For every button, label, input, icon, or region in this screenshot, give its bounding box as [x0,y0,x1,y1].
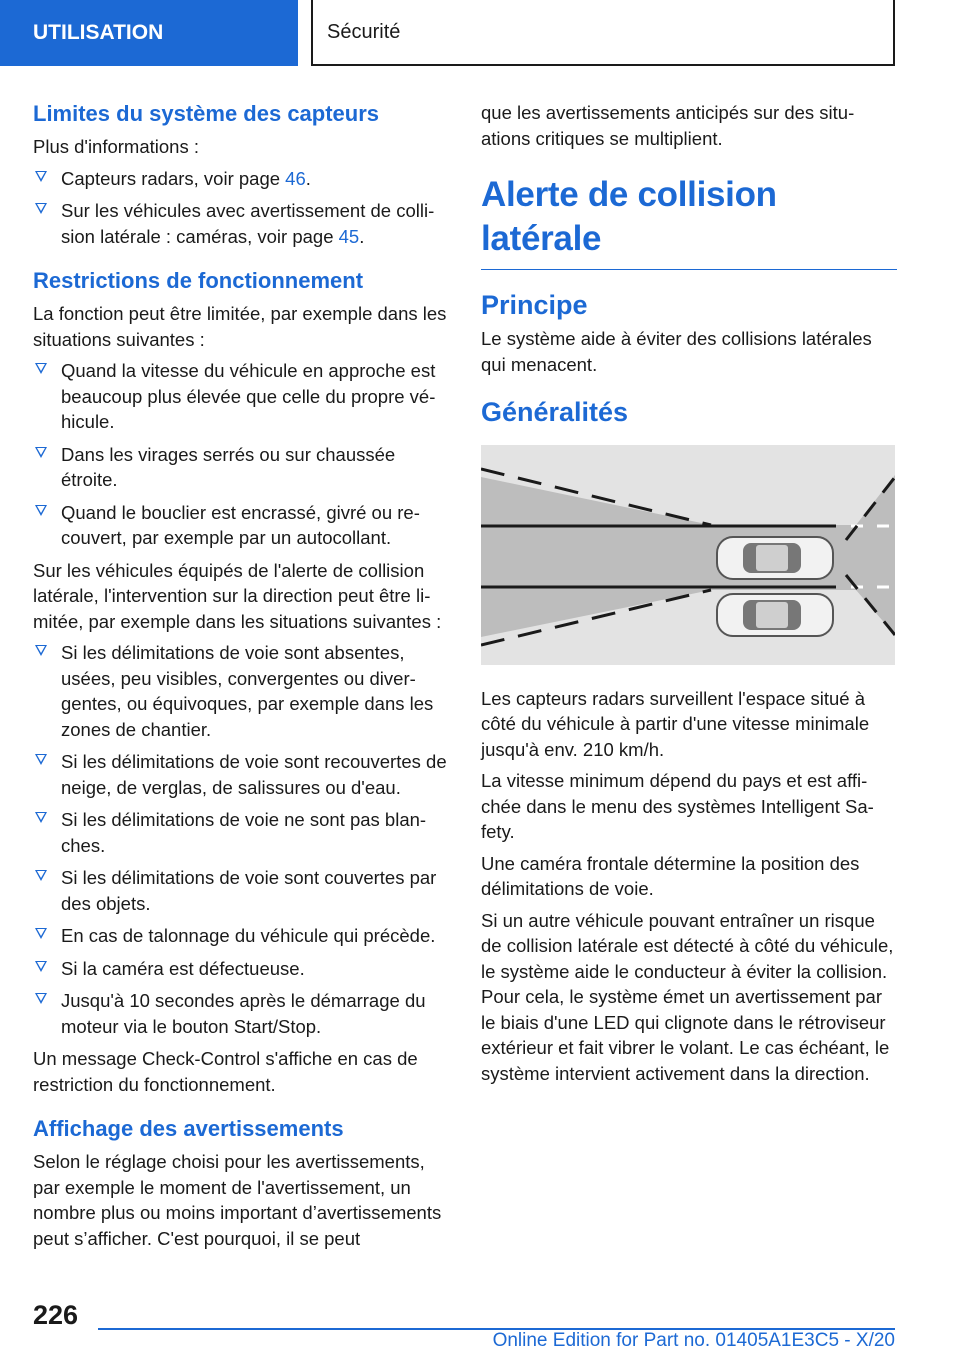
item-text: Si la caméra est défectueuse. [61,957,305,979]
paragraph: que les avertissements anticipés sur des situations critiques se multiplient. [481,102,855,149]
item-text: Si les délimitations de voie sont couvertes par des objets. [61,867,437,914]
item-punct: . [359,225,365,247]
item-text: Sur les véhicules avec avertissement de collision latérale : caméras, voir page [61,200,435,247]
triangle-bullet-icon [35,993,47,1004]
heading-generalites: Généralités [481,397,629,427]
triangle-bullet-icon [35,754,47,765]
list-item [33,865,449,916]
triangle-bullet-icon [35,645,47,656]
heading-limites: Limites du système des capteurs [33,101,380,126]
paragraph: Si un autre véhicule pouvant entraîner un risque de collision latérale est détecté à côté du véhicule, le système aide le conducteur à éviter la collision. Pour cela, le système émet un avertissement par le biais d'une LED qui clignote dans le rétroviseur extérieur et fait vibrer le volant. Le cas échéant, le système intervient activement dans la direction. [481,909,894,1084]
paragraph: Selon le réglage choisi pour les avertissements, par exemple le moment de l'avertissement, un nombre plus ou moins important d’avertissements peut s’afficher. C'est pourquoi, il se peut [33,1151,442,1249]
car-icon [717,537,833,579]
item-text: Si les délimitations de voie ne sont pas blanches. [61,809,427,856]
left-column [33,100,449,1257]
list-item [33,807,449,858]
page-number: 226 [33,1300,79,1330]
triangle-bullet-icon [35,870,47,881]
list-restrictions [33,358,449,551]
paragraph: Plus d'informations : [33,136,199,157]
list-item [33,500,449,551]
heading-principe: Principe [481,290,588,320]
triangle-bullet-icon [35,363,47,374]
page-link[interactable]: 45 [338,225,360,247]
list-limites [33,166,449,250]
page-link[interactable]: 46 [285,167,306,189]
paragraph: Sur les véhicules équipés de l'alerte de collision latérale, l'intervention sur la direction peut être limitée, par exemple dans les situations suivantes : [33,559,442,632]
list-item [33,988,449,1039]
lane-diagram-illustration [481,445,895,665]
list-item [33,442,449,493]
triangle-bullet-icon [35,171,47,182]
paragraph: Les capteurs radars surveillent l'espace situé à côté du véhicule à partir d'une vitesse minimale jusqu'à env. 210 km/h. [481,687,870,760]
paragraph: Une caméra frontale détermine la position des délimitations de voie. [481,852,860,899]
car-icon [717,594,833,636]
section-tab: UTILISATION [0,0,298,66]
topic-header: Sécurité [311,0,895,66]
paragraph: La fonction peut être limitée, par exemple dans les situations suivantes : [33,303,447,350]
list-item [33,358,449,435]
list-item [33,640,449,742]
list-item [33,923,449,949]
list-item [33,749,449,800]
heading-affichage: Affichage des avertissements [33,1116,344,1141]
list-restrictions-2 [33,640,449,1039]
chapter-title: Alerte de collision latérale [481,173,897,270]
right-column [481,100,897,1092]
list-item [33,198,449,249]
paragraph: Un message Check-Control s'affiche en cas de restriction du fonctionnement. [33,1048,418,1095]
triangle-bullet-icon [35,812,47,823]
item-text: Jusqu'à 10 secondes après le démarrage du moteur via le bouton Start/Stop. [61,990,426,1037]
item-text: Si les délimitations de voie sont absentes, usées, peu visibles, convergentes ou divergentes, ou équivoques, par exemple dans les zones de chantier. [61,642,434,740]
item-text: Capteurs radars, voir page [61,167,286,189]
paragraph: La vitesse minimum dépend du pays et est affichée dans le menu des systèmes Intelligent Safety. [481,770,874,842]
edition-note: Online Edition for Part no. 01405A1E3C5 - X/20 [492,1330,895,1351]
list-item [33,166,449,192]
item-text: Si les délimitations de voie sont recouvertes de neige, de verglas, de salissures ou d'eau. [61,751,447,798]
triangle-bullet-icon [35,928,47,939]
item-text: En cas de talonnage du véhicule qui précède. [61,925,436,946]
paragraph: Le système aide à éviter des collisions latérales qui menacent. [481,328,872,375]
item-text: Quand le bouclier est encrassé, givré ou recouvert, par exemple par un autocollant. [61,501,420,548]
item-text: Quand la vitesse du véhicule en approche est beaucoup plus élevée que celle du propre véhicule. [61,360,436,432]
triangle-bullet-icon [35,447,47,458]
triangle-bullet-icon [35,203,47,214]
heading-restrictions: Restrictions de fonctionnement [33,268,364,293]
list-item [33,956,449,982]
triangle-bullet-icon [35,961,47,972]
item-punct: . [305,167,311,189]
item-text: Dans les virages serrés ou sur chaussée étroite. [61,443,396,490]
triangle-bullet-icon [35,505,47,516]
